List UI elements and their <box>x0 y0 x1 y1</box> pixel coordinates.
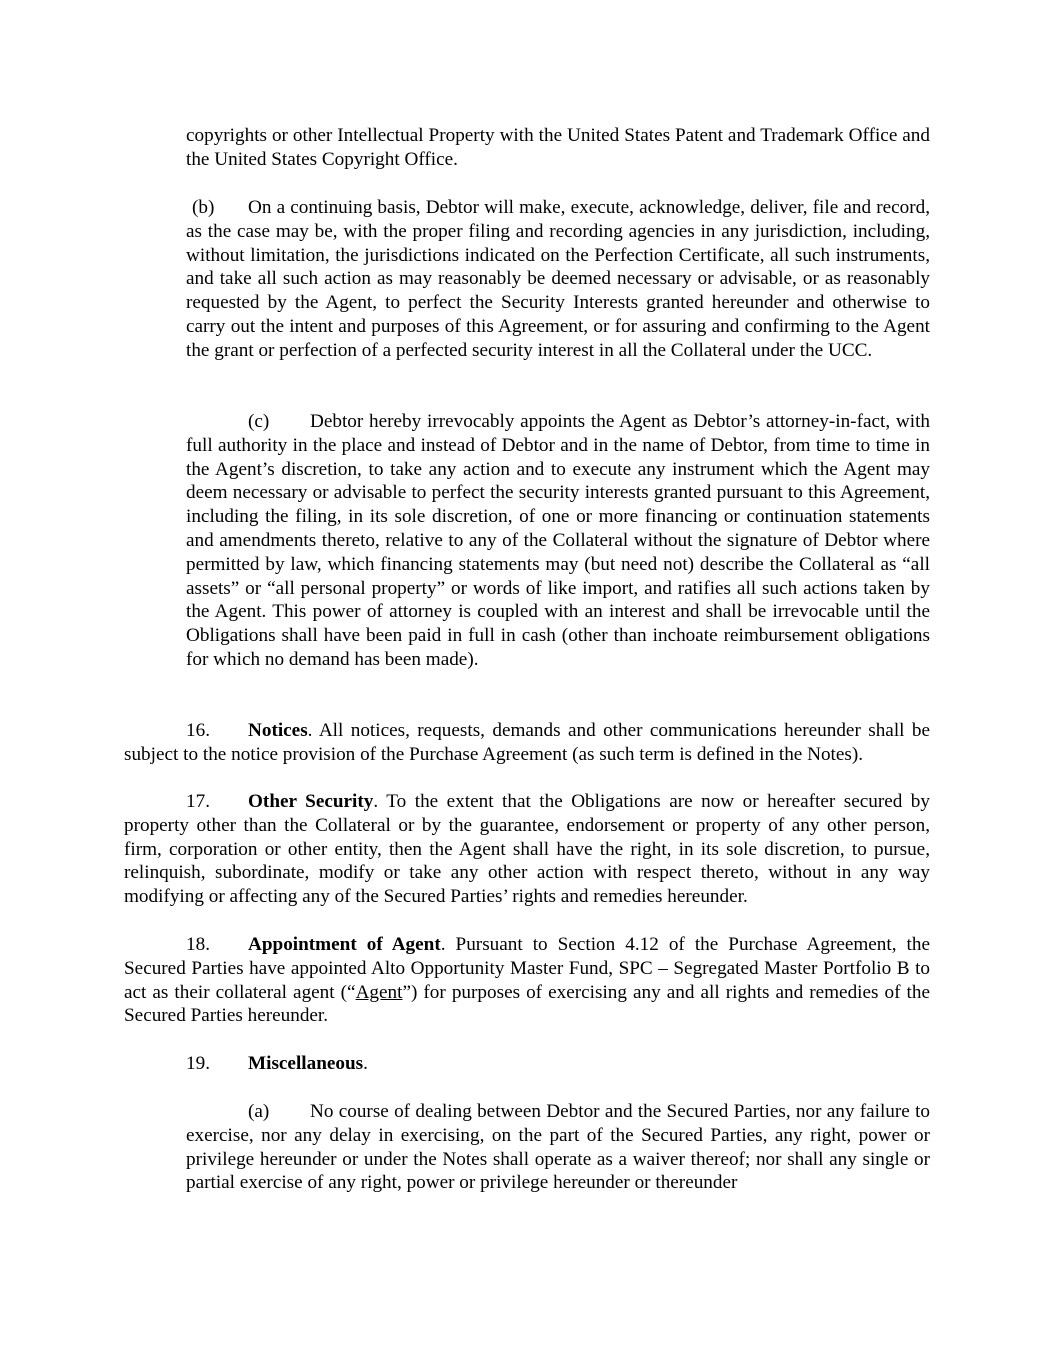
clause-19a-text: No course of dealing between Debtor and the Secured Parties, nor any failure to exercise, nor any delay in exercising, on the part of the Secured Parties, any right, power or privilege hereunder or under the Notes shall operate as a waiver thereof; nor shall any single or partial exercise of any right, power or privilege hereunder or thereunder <box>186 1101 930 1194</box>
continuation-text: copyrights or other Intellectual Property with the United States Patent and Trademark Office and the United States Copyright Office. <box>186 125 930 170</box>
section-17-text: . To the extent that the Obligations are now or hereafter secured by property other than the Collateral or by the guarantee, endorsement or property of any other person, firm, corporation or other entity, then the Agent shall have the right, in its sole discretion, to pursue, relinquish, subordinate, modify or take any other action with respect thereto, without in any way modifying or affecting any of the Secured Parties’ rights and remedies hereunder. <box>124 791 930 908</box>
section-16-paragraph <box>124 719 930 767</box>
section-17-paragraph <box>124 790 930 909</box>
continuation-paragraph <box>186 124 930 172</box>
section-19-heading-end: . <box>363 1053 368 1074</box>
section-18-text-before: . Pursuant to Section 4.12 of the Purchase Agreement, the Secured Parties have appointed Alto Opportunity Master Fund, SPC – Segregated Master Portfolio B to act as their collateral agent (“ <box>124 934 930 1003</box>
section-19-heading: Miscellaneous <box>248 1053 364 1074</box>
section-18-paragraph <box>124 933 930 1028</box>
section-16-number: 16. <box>186 720 210 741</box>
clause-c-label: (c) <box>248 411 270 432</box>
clause-b-paragraph <box>186 196 930 363</box>
section-16-text: . All notices, requests, demands and other communications hereunder shall be subject to the notice provision of the Purchase Agreement (as such term is defined in the Notes). <box>124 720 930 765</box>
section-18-number: 18. <box>186 934 210 955</box>
clause-19a-paragraph <box>186 1100 930 1195</box>
section-17-heading: Other Security <box>248 791 374 812</box>
clause-c-text: Debtor hereby irrevocably appoints the Agent as Debtor’s attorney-in-fact, with full authority in the place and instead of Debtor and in the name of Debtor, from time to time in the Agent’s discretion, to take any action and to execute any instrument which the Agent may deem necessary or advisable to perfect the security interests granted pursuant to this Agreement, including the filing, in its sole discretion, of one or more financing or continuation statements and amendments thereto, relative to any of the Collateral without the signature of Debtor where permitted by law, which financing statements may (but need not) describe the Collateral as “all assets” or “all personal property” or words of like import, and ratifies all such actions taken by the Agent. This power of attorney is coupled with an interest and shall be irrevocable until the Obligations shall have been paid in full in cash (other than inchoate reimbursement obligations for which no demand has been made). <box>186 411 930 670</box>
section-19-paragraph <box>124 1052 930 1076</box>
section-16-heading: Notices <box>248 720 308 741</box>
clause-c-paragraph <box>186 410 930 672</box>
section-18-heading: Appointment of Agent <box>248 934 441 955</box>
clause-b-label: (b) <box>192 197 215 218</box>
section-18-text-after: ”) for purposes of exercising any and all rights and remedies of the Secured Parties hereunder. <box>124 981 930 1027</box>
section-19-number: 19. <box>186 1053 210 1074</box>
clause-19a-label: (a) <box>248 1101 270 1122</box>
clause-b-text: On a continuing basis, Debtor will make, execute, acknowledge, deliver, file and record, as the case may be, with the proper filing and recording agencies in any jurisdiction, including, without limitation, the jurisdictions indicated on the Perfection Certificate, all such instruments, and take all such action as may reasonably be deemed necessary or advisable, or as reasonably requested by the Agent, to perfect the Security Interests granted hereunder and otherwise to carry out the intent and purposes of this Agreement, or for assuring and confirming to the Agent the grant or perfection of a perfected security interest in all the Collateral under the UCC. <box>186 197 930 361</box>
agent-defined-term: Agent <box>355 981 403 1003</box>
section-17-number: 17. <box>186 791 210 812</box>
